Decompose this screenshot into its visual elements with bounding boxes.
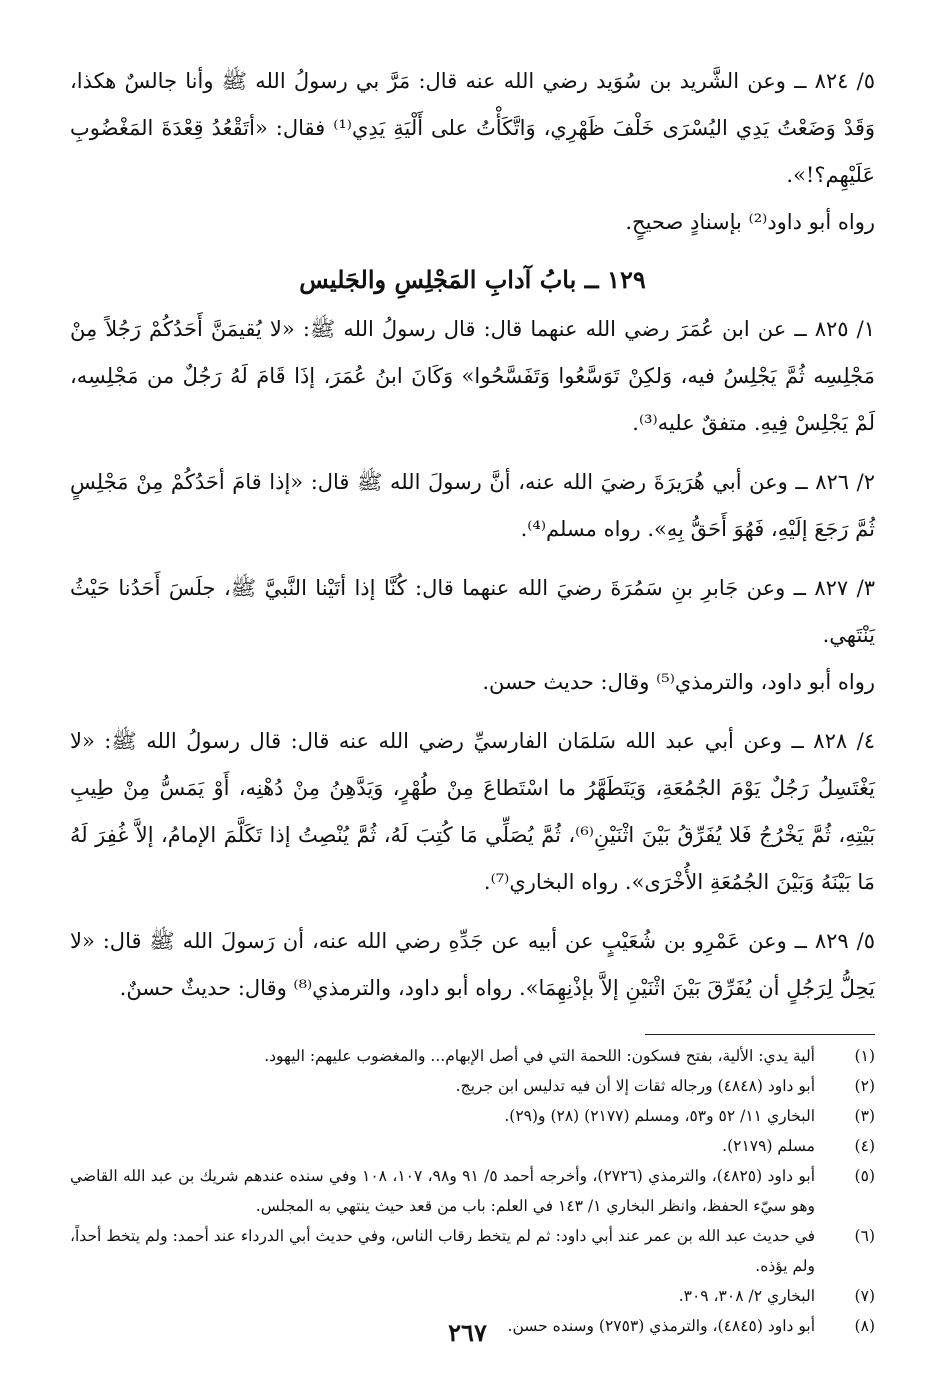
footnote-text: البخاري ٢/ ٣٠٨، ٣٠٩. bbox=[678, 1287, 815, 1305]
footnote-text: أبو داود (٤٨٤٨) ورجاله ثقات إلا أن فيه تدليس ابن جريج. bbox=[455, 1077, 815, 1095]
chapter-heading: ١٢٩ ــ بابُ آدابِ المَجْلِسِ والجَليس bbox=[299, 265, 646, 294]
hadith-824-source: رواه أبو داود⁽²⁾ بإسنادٍ صحيحٍ. bbox=[625, 210, 875, 234]
footnote bbox=[70, 1101, 875, 1131]
hadith-827-text: ٣/ ٨٢٧ ــ وعن جَابرِ بنِ سَمُرَةَ رضيَ الله عنهما قال: كُنَّا إذا أتَيْنا النَّبيَّ ﷺ، جلَسَ أَحَدُنا حَيْثُ يَنْتَهي. bbox=[70, 576, 875, 647]
footnote-number: (٥) bbox=[854, 1167, 875, 1185]
footnote bbox=[70, 1221, 875, 1281]
footnote-number: (٧) bbox=[854, 1287, 875, 1305]
footnote-number: (٣) bbox=[854, 1107, 875, 1125]
footnote-text: في حديث عبد الله بن عمر عند أبي داود: ثم لم يتخط رقاب الناس، وفي حديث أبي الدرداء عند أحمد: ولم يتخط أحداً، ولم يؤذه. bbox=[70, 1227, 815, 1275]
footnote-number: (٦) bbox=[854, 1227, 875, 1245]
footnote bbox=[70, 1281, 875, 1311]
hadith-826: ٢/ ٨٢٦ ــ وعن أبي هُرَيرَةَ رضيَ الله عنه، أنَّ رسولَ الله ﷺ قال: «إذا قامَ أحَدُكُمْ مِنْ مَجْلِسٍ ثُمَّ رَجَعَ إلَيْهِ، فَهُوَ أَحَقُّ بِهِ». رواه مسلم⁽⁴⁾. bbox=[70, 470, 875, 541]
hadith-825: ١/ ٨٢٥ ــ عن ابن عُمَرَ رضي الله عنهما قال: قال رسولُ الله ﷺ: «لا يُقيمَنَّ أَحَدُكُمْ رَجُلاً مِنْ مَجْلِسِه ثُمَّ يَجْلِسُ فيه، وَلكِنْ تَوَسَّعُوا وَتَفَسَّحُوا» وَكَانَ ابنُ عُمَرَ، إذَا قَامَ لَهُ رَجُلٌ من مَجْلِسِه، لَمْ يَجْلِسْ فِيهِ. متفقٌ عليه⁽³⁾. bbox=[70, 317, 875, 435]
hadith-828: ٤/ ٨٢٨ ــ وعن أبي عبد الله سَلمَان الفارسيِّ رضي الله عنه قال: قال رسولُ الله ﷺ: «لا يَغْتَسِلُ رَجُلٌ يَوْمَ الجُمُعَةِ، وَيَتَطَهَّرُ ما اسْتَطاعَ مِنْ طُهْرٍ، وَيَدَّهِنُ مِنْ دُهْنِه، أَوْ يَمَسُّ مِنْ طِيبِ بَيْتِهِ، ثُمَّ يَخْرُجُ فَلا يُفَرِّقُ بَيْنَ اثْنَيْنِ⁽⁶⁾، ثُمَّ يُصَلِّي مَا كُتِبَ لَهُ، ثُمَّ يُنْصِتُ إذا تَكَلَّمَ الإمامُ، إلاَّ غُفِرَ لَهُ مَا بَيْنَهُ وَبَيْنَ الجُمُعَةِ الأُخْرَى». رواه البخاري⁽⁷⁾. bbox=[70, 729, 875, 894]
footnote bbox=[70, 1071, 875, 1101]
footnotes bbox=[70, 1041, 875, 1341]
footnote bbox=[70, 1041, 875, 1071]
footnote-divider bbox=[645, 1034, 875, 1035]
footnote-number: (٨) bbox=[854, 1317, 875, 1335]
page-number: ٢٦٧ bbox=[448, 1318, 487, 1347]
hadith-829: ٥/ ٨٢٩ ــ وعن عَمْرِو بن شُعَيْبٍ عن أبيه عن جَدِّهِ رضي الله عنه، أن رَسولَ الله ﷺ قال: «لا يَحِلُّ لِرَجُلٍ أن يُفَرِّقَ بَيْنَ اثْنَيْنِ إلاَّ بإذْنِهِمَا». رواه أبو داود، والترمذي⁽⁸⁾ وقال: حديثٌ حسنٌ. bbox=[70, 929, 875, 1000]
footnote-number: (٢) bbox=[854, 1077, 875, 1095]
footnote bbox=[70, 1161, 875, 1221]
footnote-text: أبو داود (٤٨٤٥)، والترمذي (٢٧٥٣) وسنده حسن. bbox=[507, 1317, 815, 1335]
footnote bbox=[70, 1131, 875, 1161]
footnote-number: (٤) bbox=[854, 1137, 875, 1155]
footnote-text: ألية يدي: الألية، بفتح فسكون: اللحمة التي في أصل الإبهام... والمغضوب عليهم: اليهود. bbox=[264, 1047, 815, 1065]
page-body bbox=[70, 58, 875, 1341]
footnote-text: أبو داود (٤٨٢٥)، والترمذي (٢٧٢٦)، وأخرجه أحمد ٥/ ٩١ و٩٨، ١٠٧، ١٠٨ وفي سنده عندهم شريك بن عبد الله القاضي وهو سيّء الحفظ، وانظر البخاري ١/ ١٤٣ في العلم: باب من قعد حيث ينتهي به المجلس. bbox=[70, 1167, 816, 1215]
footnote-text: مسلم (٢١٧٩). bbox=[722, 1137, 815, 1155]
hadith-824-text: ٥/ ٨٢٤ ــ وعن الشَّريد بن سُوَيد رضي الله عنه قال: مَرَّ بي رسولُ الله ﷺ وأنا جالسٌ هكذا، وَقَدْ وَضَعْتُ يَدِي اليُسْرَى خَلْفَ ظَهْرِي، وَاتَّكَأْتُ على أَلْيَةِ يَدِي⁽¹⁾ فقال: «أتَقْعُدُ قِعْدَةَ المَغْضُوبِ عَلَيْهِم؟!». bbox=[70, 69, 875, 187]
hadith-827-source: رواه أبو داود، والترمذي⁽⁵⁾ وقال: حديث حسن. bbox=[482, 670, 875, 694]
footnote-text: البخاري ١١/ ٥٢ و٥٣، ومسلم (٢١٧٧) (٢٨) و(٢٩). bbox=[504, 1107, 815, 1125]
footnote-number: (١) bbox=[854, 1047, 875, 1065]
